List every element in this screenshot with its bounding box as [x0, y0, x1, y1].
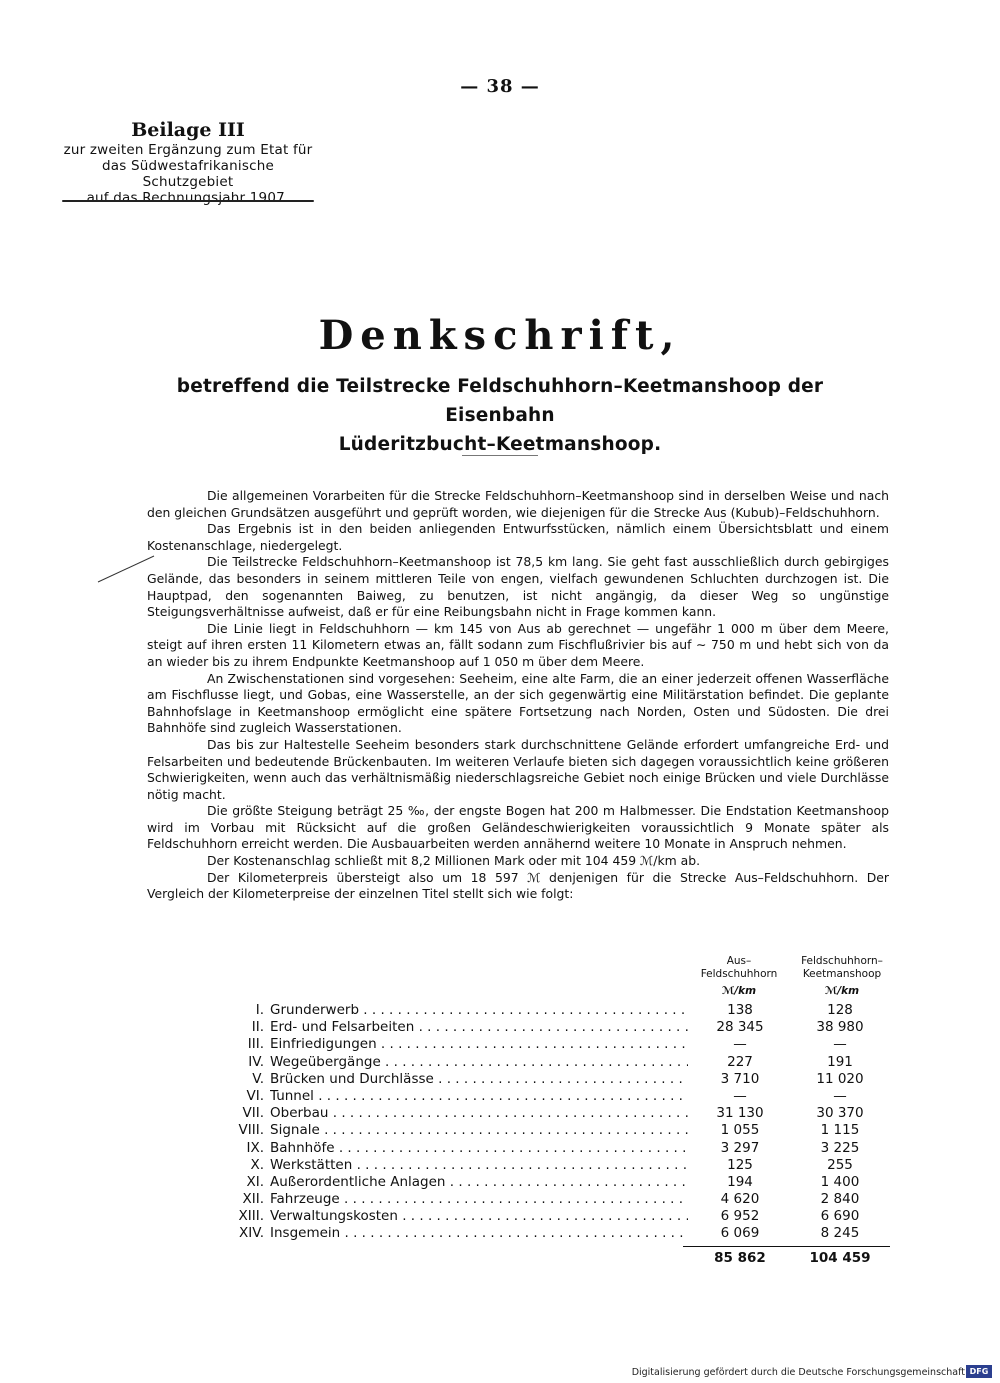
cost-table: [200, 1002, 890, 1243]
paragraph: Das Ergebnis ist in den beiden anliegenden Entwurfsstücken, nämlich einem Übersichtsblatt und einem Kostenanschlage, niedergelegt.: [147, 521, 889, 553]
paragraph: An Zwischenstationen sind vorgesehen: Seeheim, eine alte Farm, die an einer jederzeit offenen Wasserfläche am Fischflusse liegt, und Gobas, eine Wasserstelle, an der sich gegenwärtig eine Militärstation befindet. Die geplante Bahnhofslage in Keetmanshoop ermöglicht eine spätere Fortsetzung nach Norden, Osten und Südosten. Die drei Bahnhöfe sind zugleich Wasserstationen.: [147, 670, 889, 736]
column-header-line: Aus–: [726, 955, 752, 967]
row-label: Einfriedigungen . . .: [270, 1036, 688, 1052]
row-value-aus-feldschuhhorn: —: [733, 1036, 747, 1053]
row-number: VIII.: [238, 1122, 264, 1139]
table-row: [200, 1157, 890, 1174]
row-value-feldschuhhorn-keetmanshoop: 6 690: [820, 1208, 860, 1225]
column-header-line: Feldschuhhorn: [700, 968, 778, 980]
row-label: Signale . . .: [270, 1122, 688, 1138]
document-subtitle: [160, 372, 840, 459]
row-value-aus-feldschuhhorn: 4 620: [720, 1191, 760, 1208]
row-label: Verwaltungskosten . . .: [270, 1208, 688, 1224]
row-label: Bahnhöfe . . .: [270, 1140, 688, 1156]
row-label: Insgemein . . .: [270, 1225, 688, 1241]
paragraph: Die Teilstrecke Feldschuhhorn–Keetmanshoop ist 78,5 km lang. Sie geht fast ausschließlich durch gebirgiges Gelände, das besonders in seinem mittleren Teile von engen, vielfach gewundenen Schluchten durchzogen ist. Die Hauptpad, den sogenannten Baiweg, zu benutzen, ist nicht angängig, da dieser Weg so ungünstige Steigungsverhältnisse aufweist, daß er für eine Reibungsbahn nicht in Frage kommen kann.: [147, 554, 889, 620]
beilage-line: auf das Rechnungsjahr 1907.: [86, 190, 290, 206]
table-row: [200, 1191, 890, 1208]
beilage-line: das Südwestafrikanische Schutzgebiet: [102, 158, 274, 190]
row-label: Tunnel . . .: [270, 1088, 688, 1104]
digitization-credit: Digitalisierung gefördert durch die Deutsche Forschungsgemeinschaft: [631, 1367, 965, 1378]
row-label: Wegeübergänge . . .: [270, 1054, 688, 1070]
table-row: [200, 1054, 890, 1071]
row-number: XIV.: [238, 1225, 264, 1242]
row-label: Fahrzeuge . . .: [270, 1191, 688, 1207]
beilage-line: zur zweiten Ergänzung zum Etat für: [63, 142, 313, 158]
row-value-aus-feldschuhhorn: 3 297: [720, 1139, 760, 1156]
row-value-feldschuhhorn-keetmanshoop: 191: [827, 1053, 853, 1070]
table-row: [200, 1105, 890, 1122]
row-label: Oberbau . . .: [270, 1105, 688, 1121]
total-feldschuhhorn-keetmanshoop: 104 459: [809, 1250, 871, 1266]
paragraph: Das bis zur Haltestelle Seeheim besonders stark durchschnittene Gelände erfordert umfangreiche Erd- und Felsarbeiten und bedeutende Brückenbauten. Im weiteren Verlaufe bieten sich dagegen voraussichtlich keine größeren Schwierigkeiten, wenn auch das verhältnismäßig niederschlagsreiche Gebiet noch einige Brücken und viele Durchlässe nötig macht.: [147, 736, 889, 802]
row-value-feldschuhhorn-keetmanshoop: 3 225: [820, 1139, 860, 1156]
paragraph: Die Linie liegt in Feldschuhhorn — km 145 von Aus ab gerechnet — ungefähr 1 000 m über dem Meere, steigt auf ihren ersten 11 Kilometern etwas an, fällt sodann zum Fischflußrivier bis auf ∼ 750 m und hebt sich von da an wieder bis zu ihrem Endpunkte Keetmanshoop auf 1 050 m über dem Meere.: [147, 620, 889, 669]
row-value-aus-feldschuhhorn: 227: [727, 1053, 753, 1070]
column-unit: ℳ/km: [721, 985, 757, 997]
row-number: VII.: [242, 1105, 264, 1122]
row-label: Grunderwerb . . .: [270, 1002, 688, 1018]
row-number: III.: [247, 1036, 264, 1053]
table-row: [200, 1002, 890, 1019]
row-value-feldschuhhorn-keetmanshoop: 30 370: [816, 1105, 864, 1122]
row-value-aus-feldschuhhorn: 3 710: [720, 1070, 760, 1087]
row-value-feldschuhhorn-keetmanshoop: 38 980: [816, 1019, 864, 1036]
beilage-underline: [62, 200, 314, 202]
row-value-aus-feldschuhhorn: —: [733, 1087, 747, 1104]
column-header-aus-feldschuhhorn: [693, 955, 785, 998]
row-value-aus-feldschuhhorn: 1 055: [720, 1122, 760, 1139]
column-header-line: Feldschuhhorn–: [801, 955, 883, 967]
row-label: Erd- und Felsarbeiten . . .: [270, 1019, 688, 1035]
row-label: Brücken und Durchlässe . . .: [270, 1071, 688, 1087]
row-number: X.: [250, 1156, 264, 1173]
subtitle-line: Lüderitzbucht–Keetmanshoop.: [338, 434, 662, 455]
column-header-feldschuhhorn-keetmanshoop: [792, 955, 892, 998]
row-value-aus-feldschuhhorn: 6 069: [720, 1225, 760, 1242]
page-number: — 38 —: [460, 76, 540, 97]
row-value-aus-feldschuhhorn: 31 130: [716, 1105, 764, 1122]
table-row: [200, 1174, 890, 1191]
table-row: [200, 1036, 890, 1053]
row-value-feldschuhhorn-keetmanshoop: 255: [827, 1156, 853, 1173]
title-divider: [462, 455, 538, 456]
row-value-feldschuhhorn-keetmanshoop: 8 245: [820, 1225, 860, 1242]
paragraph: Die allgemeinen Vorarbeiten für die Strecke Feldschuhhorn–Keetmanshoop sind in derselben Weise und nach den gleichen Grundsätzen ausgeführt und geprüft worden, wie diejenigen für die Strecke Aus (Kubub)–Feldschuhhorn.: [147, 488, 889, 520]
table-row: [200, 1208, 890, 1225]
paragraph: Der Kostenanschlag schließt mit 8,2 Millionen Mark oder mit 104 459 ℳ/km ab.: [207, 853, 701, 869]
row-value-aus-feldschuhhorn: 6 952: [720, 1208, 760, 1225]
row-value-feldschuhhorn-keetmanshoop: 2 840: [820, 1191, 860, 1208]
column-unit: ℳ/km: [824, 985, 860, 997]
row-value-aus-feldschuhhorn: 125: [727, 1156, 753, 1173]
body-text: [147, 488, 889, 903]
row-value-feldschuhhorn-keetmanshoop: 1 115: [820, 1122, 860, 1139]
row-number: I.: [255, 1002, 264, 1018]
document-title: Denkschrift,: [318, 312, 682, 359]
beilage-title: Beilage III: [131, 119, 245, 141]
row-label: Werkstätten . . .: [270, 1157, 688, 1173]
row-number: XIII.: [238, 1208, 264, 1225]
row-value-aus-feldschuhhorn: 194: [727, 1173, 753, 1190]
row-label: Außerordentliche Anlagen . . .: [270, 1174, 688, 1190]
subtitle-line: betreffend die Teilstrecke Feldschuhhorn–Keetmanshoop der Eisenbahn: [176, 376, 824, 426]
row-value-feldschuhhorn-keetmanshoop: —: [833, 1087, 847, 1104]
table-row: [200, 1088, 890, 1105]
row-number: IV.: [248, 1053, 264, 1070]
row-value-feldschuhhorn-keetmanshoop: 128: [827, 1002, 853, 1018]
column-header-line: Keetmanshoop: [802, 968, 882, 980]
paragraph: Die größte Steigung beträgt 25 ‰, der engste Bogen hat 200 m Halbmesser. Die Endstation Keetmanshoop wird im Vorbau mit Rücksicht auf die großen Geländeschwierigkeiten voraussichtlich 9 Monate später als Feldschuhhorn erreicht werden. Die Ausbauarbeiten werden annähernd weitere 10 Monate in Anspruch nehmen.: [147, 803, 889, 852]
paragraph: Der Kilometerpreis übersteigt also um 18 597 ℳ denjenigen für die Strecke Aus–Feldschuhhorn. Der Vergleich der Kilometerpreise der einzelnen Titel stellt sich wie folgt:: [147, 869, 889, 902]
dfg-logo: DFG: [966, 1365, 992, 1378]
table-row: [200, 1225, 890, 1242]
row-number: VI.: [246, 1087, 264, 1104]
row-value-feldschuhhorn-keetmanshoop: 11 020: [816, 1070, 864, 1087]
beilage-header: [56, 118, 320, 206]
table-row: [200, 1071, 890, 1088]
row-number: XI.: [246, 1173, 264, 1190]
row-value-aus-feldschuhhorn: 28 345: [716, 1019, 764, 1036]
row-number: V.: [252, 1070, 264, 1087]
row-value-aus-feldschuhhorn: 138: [727, 1002, 753, 1018]
sum-rule: [683, 1246, 890, 1247]
total-aus-feldschuhhorn: 85 862: [714, 1250, 766, 1266]
row-number: IX.: [246, 1139, 264, 1156]
table-row: [200, 1140, 890, 1157]
table-row: [200, 1019, 890, 1036]
row-number: II.: [251, 1019, 264, 1036]
row-value-feldschuhhorn-keetmanshoop: 1 400: [820, 1173, 860, 1190]
row-value-feldschuhhorn-keetmanshoop: —: [833, 1036, 847, 1053]
table-row: [200, 1122, 890, 1139]
row-number: XII.: [242, 1191, 264, 1208]
